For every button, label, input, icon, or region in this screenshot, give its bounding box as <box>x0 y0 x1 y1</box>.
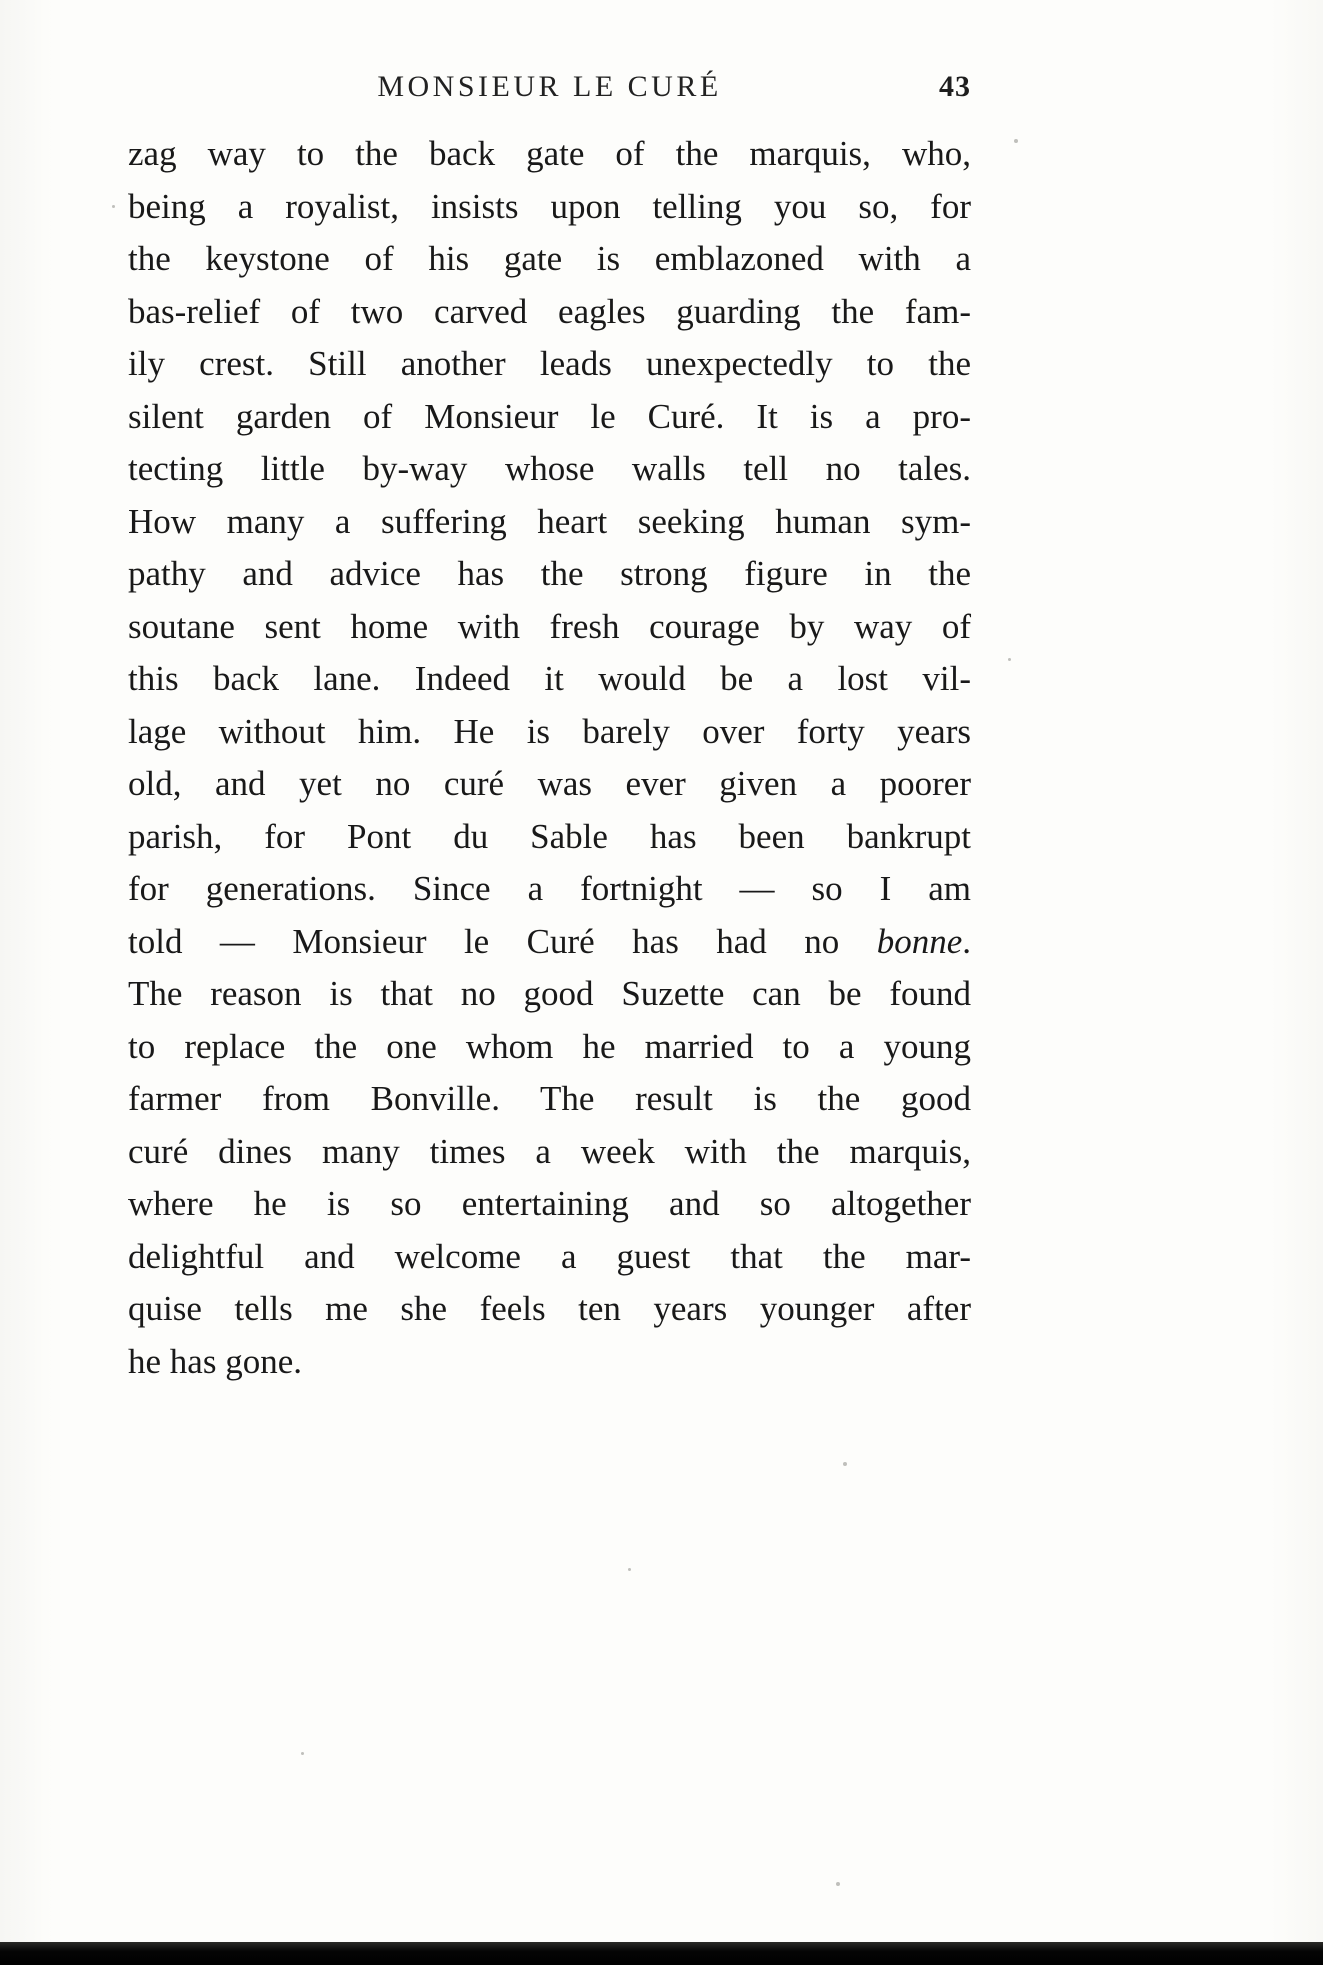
scan-speck <box>1014 139 1018 143</box>
text-line: he has gone. <box>128 1341 302 1381</box>
scan-speck <box>836 1882 840 1886</box>
text-line: ily crest. Still another leads unexpectedly to the <box>128 344 971 383</box>
text-segment: . <box>962 921 971 961</box>
running-header <box>128 70 971 110</box>
text-line: for generations. Since a fortnight — so I am <box>128 869 971 908</box>
text-line: How many a suffering heart seeking human sym- <box>128 501 971 541</box>
text-line: tecting little by-way whose walls tell no tales. <box>128 449 971 488</box>
text-line: old, and yet no curé was ever given a poorer <box>128 764 971 803</box>
text-line: farmer from Bonville. The result is the good <box>128 1079 971 1118</box>
body-text <box>128 128 971 1388</box>
text-line: The reason is that no good Suzette can be found <box>128 974 971 1013</box>
text-line: this back lane. Indeed it would be a lost vil- <box>128 659 971 698</box>
scan-speck <box>628 1568 631 1571</box>
text-line: zag way to the back gate of the marquis, who, <box>128 134 971 173</box>
text-line: pathy and advice has the strong figure in the <box>128 554 971 593</box>
text-segment: told — Monsieur le Curé has had no <box>128 921 877 961</box>
text-line: where he is so entertaining and so altogether <box>128 1184 971 1223</box>
scan-speck <box>301 1752 304 1755</box>
text-line: the keystone of his gate is emblazoned with a <box>128 239 971 278</box>
text-line: to replace the one whom he married to a young <box>128 1026 971 1066</box>
text-line: lage without him. He is barely over forty years <box>128 711 971 751</box>
chapter-title: MONSIEUR LE CURÉ <box>377 70 722 103</box>
scan-speck <box>1008 658 1011 661</box>
page-number: 43 <box>939 70 971 103</box>
text-line: silent garden of Monsieur le Curé. It is a pro- <box>128 396 971 436</box>
text-line: bas-relief of two carved eagles guarding the fam- <box>128 291 971 331</box>
scan-speck <box>843 1462 847 1466</box>
text-line: delightful and welcome a guest that the mar- <box>128 1236 971 1276</box>
text-line: parish, for Pont du Sable has been bankrupt <box>128 816 971 856</box>
scan-speck <box>112 205 115 208</box>
text-line: being a royalist, insists upon telling you so, for <box>128 186 971 226</box>
text-line: soutane sent home with fresh courage by way of <box>128 606 971 646</box>
scan-edge-bar <box>0 1942 1323 1965</box>
text-line: quise tells me she feels ten years younger after <box>128 1289 971 1328</box>
italic-word: bonne <box>876 921 963 961</box>
text-line <box>128 916 971 969</box>
text-line: curé dines many times a week with the marquis, <box>128 1131 971 1171</box>
